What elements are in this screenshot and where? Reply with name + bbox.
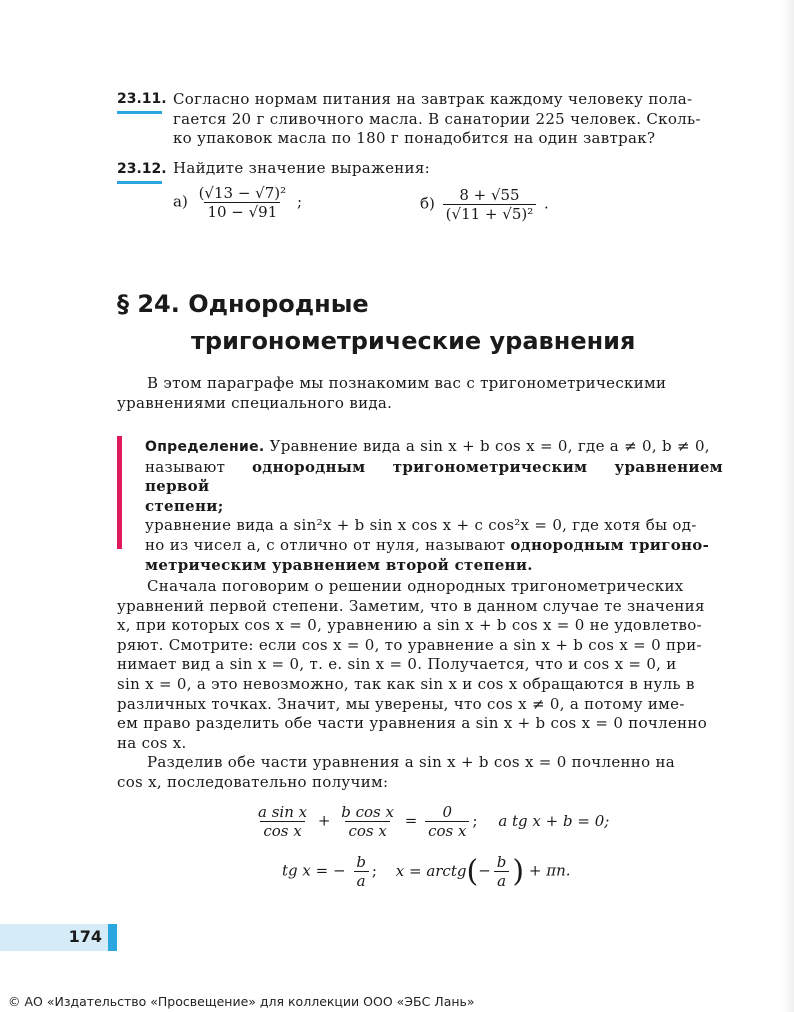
fraction [255, 803, 310, 840]
exercise-prompt: Найдите значение выражения: [173, 159, 430, 177]
definition-label: Определение. [145, 439, 265, 455]
fraction [494, 853, 510, 890]
equation: x = arctg [395, 861, 467, 880]
numerator: b [356, 853, 366, 871]
page-edge [782, 0, 794, 1012]
exercise-number-underline [117, 181, 162, 184]
numerator: a sin x [258, 803, 308, 821]
equation: a tg x + b = 0; [498, 811, 610, 830]
definition-line [145, 536, 723, 556]
text-line: нимает вид a sin x = 0, т. е. sin x = 0. Получается, что и cos x = 0, и [117, 655, 677, 674]
denominator: 10 − √91 [204, 202, 280, 221]
definition-term: метрическим уравнением второй степени. [145, 555, 533, 574]
exercise-text [173, 90, 721, 149]
text-line: sin x = 0, а это невозможно, так как sin x и cos x обращаются в нуль в [117, 674, 695, 693]
denominator: a [494, 871, 509, 890]
intro-paragraph [117, 374, 722, 413]
page-number: 174 [68, 927, 102, 946]
fraction [338, 803, 397, 840]
text-line: x, при которых cos x = 0, уравнению a sin x + b cos x = 0 не удовлетво- [117, 616, 702, 635]
text-line: Разделив обе части уравнения a sin x + b cos x = 0 почленно на [147, 753, 676, 772]
text-line: ем право разделить обе части уравнения a sin x + b cos x = 0 почленно [117, 714, 708, 733]
definition-text: Уравнение вида a sin x + b cos x = 0, где a ≠ 0, b ≠ 0, [269, 437, 710, 455]
text-line: Сначала поговорим о решении однородных тригонометрических [147, 577, 684, 595]
text-line: Согласно нормам питания на завтрак каждому человеку пола- [173, 90, 693, 108]
equation: tg x = − [282, 861, 346, 880]
copyright-notice: © АО «Издательство «Просвещение» для коллекции ООО «ЭБС Лань» [8, 994, 475, 1009]
text-line: на cos x. [117, 733, 187, 752]
bracket: ) [512, 854, 525, 889]
page-number-accent [108, 924, 117, 951]
denominator: cos x [345, 821, 389, 840]
definition-block [145, 437, 723, 575]
numerator: 8 + √55 [459, 186, 520, 204]
punctuation: ; [296, 192, 302, 211]
definition-term: степени; [145, 496, 224, 515]
definition-text: называют [145, 457, 252, 476]
text-line: уравнений первой степени. Заметим, что в данном случае те значения [117, 596, 705, 615]
denominator: cos x [425, 821, 469, 840]
numerator: b [496, 853, 507, 871]
part-label: б) [420, 194, 435, 213]
definition-line [145, 497, 723, 517]
denominator: cos x [260, 821, 304, 840]
definition-term: однородным тригоно- [510, 535, 710, 554]
numerator: (√13 − √7)² [198, 184, 287, 202]
denominator: a [354, 871, 369, 890]
definition-text: но из чисел a, c отлично от нуля, называют [145, 535, 511, 554]
fraction [425, 803, 469, 840]
text-line: cos x, последовательно получим: [117, 772, 389, 791]
text-line: ряют. Смотрите: если cos x = 0, то уравнение a sin x + b cos x = 0 при- [117, 635, 702, 654]
formula-line-2: tg x = − $\frac{b}{a}$ ; x = arctg(− $\frac{b}{a}$ ) + πn. [282, 853, 571, 890]
bracket: ( [466, 854, 479, 889]
text-line: уравнениями специального вида. [117, 393, 393, 412]
expression-a [173, 184, 302, 221]
text-line: В этом параграфе мы познакомим вас с тригонометрическими [147, 374, 667, 392]
definition-line [145, 437, 723, 458]
section-number: § 24. [117, 290, 180, 318]
denominator: (√11 + √5)² [443, 204, 537, 223]
section-title [117, 286, 635, 360]
exercise-number: 23.11. [117, 91, 167, 107]
body-paragraph [117, 577, 722, 793]
section-title-line1: Однородные [188, 290, 369, 318]
definition-bar [117, 436, 122, 549]
expression-b [420, 186, 549, 223]
text-line: гается 20 г сливочного масла. В санатории 225 человек. Сколь- [173, 109, 701, 128]
operator: + [317, 811, 331, 830]
exercise-number-underline [117, 111, 162, 114]
definition-line [145, 556, 723, 576]
punctuation: . [544, 194, 549, 213]
text-line: ко упаковок масла по 180 г понадобится на один завтрак? [173, 129, 656, 148]
numerator: b cos x [341, 803, 394, 821]
fraction [196, 184, 290, 221]
definition-term: однородным тригонометрическим уравнением первой [145, 457, 723, 496]
definition-line [145, 458, 723, 497]
part-label: а) [173, 192, 188, 211]
fraction [443, 186, 537, 223]
equation: + πn. [528, 861, 571, 880]
numerator: 0 [442, 803, 453, 821]
exercise-number: 23.12. [117, 161, 167, 177]
text-line: различных точках. Значит, мы уверены, что cos x ≠ 0, а потому име- [117, 694, 685, 713]
definition-line: уравнение вида a sin²x + b sin x cos x + c cos²x = 0, где хотя бы од- [145, 516, 697, 535]
fraction [353, 853, 369, 890]
section-title-line2: тригонометрические уравнения [191, 327, 636, 355]
operator: = [404, 811, 418, 830]
formula-line-1: $\frac{\text{a sin x}}{\text{cos x}}$ + $\frac{\text{b cos x}}{\text{cos x}}$ = $\frac{0}{\text{cos x}}$ ; a tg x + b = 0; [252, 803, 609, 840]
